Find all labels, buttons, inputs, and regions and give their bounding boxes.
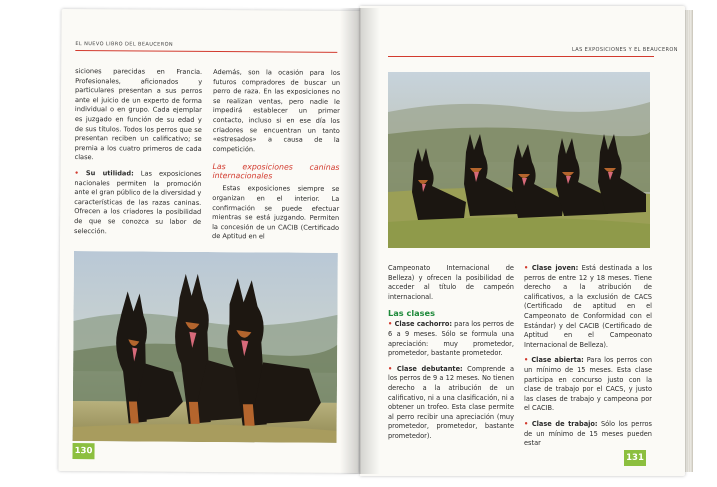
term-text: para los perros de 6 a 9 meses. Sólo se formula una apreciación: muy prometedor, prometedor, bastante prometedor. [388, 320, 514, 358]
left-running-head: EL NUEVO LIBRO DEL BEAUCERON [75, 41, 174, 48]
section-heading-international: Las exposiciones caninas internacionales [212, 162, 340, 181]
photo-five-beaucerons [388, 72, 650, 248]
right-header-rule [388, 56, 654, 57]
left-col1-paragraph: siciones parecidas en Francia. Profesionales, aficionados y particulares presentan a sus perros ante el juicio de un experto de forma individual o en grupo. Cada ejemplar es juzgado en función de su edad y de sus títulos. Todos los perros que se presentan reciben un calificativo; se premia a los cuatro primeros de cada clase. [74, 67, 203, 162]
right-running-head: LAS EXPOSICIONES Y EL BEAUCERON [572, 47, 678, 53]
class-item [524, 356, 652, 414]
left-col2-paragraph-2: Estas exposiciones siempre se organizan en el interior. La confirmación se puede efectuar mientras se está juzgando. Permiten la concesión de un CACIB (Certificado de Aptitud en el [212, 184, 340, 241]
right-col1-paragraph: Campeonato Internacional de Belleza) y ofrecen la posibilidad de acceder al título de campeón internacional. [388, 264, 514, 301]
three-dogs-illustration [73, 251, 338, 443]
term-text: Sólo los perros de un mínimo de 15 meses pueden estar [524, 419, 652, 448]
class-item [524, 420, 652, 449]
right-page [360, 6, 685, 476]
left-column-1 [74, 67, 202, 237]
bullet-marker: • [388, 320, 395, 329]
term-label: Clase cachorro: [394, 320, 453, 329]
photo-three-beaucerons [73, 251, 338, 443]
term-label: Clase abierta: [531, 356, 584, 365]
term-text: Las exposiciones nacionales permiten la promoción ante el gran público de la diversidad y características de las razas caninas. Ofrecen a los criadores la posibilidad de que se conozca su labor de selección. [74, 169, 202, 235]
page-number-right: 131 [624, 450, 646, 466]
right-column-2 [524, 264, 652, 449]
term-text: Para los perros con un mínimo de 15 meses. Esta clase participa en concurso justo con la clase de trabajo por el CACS, y justo las clases de trabajo y campeona por el CACIB. [524, 356, 652, 413]
bullet-marker: • [388, 364, 397, 373]
bullet-marker: • [524, 264, 532, 272]
bullet-marker: • [524, 356, 532, 365]
left-header-rule [75, 50, 337, 53]
bullet-marker: • [74, 168, 86, 178]
left-column-2 [212, 68, 340, 243]
left-col2-paragraph: Además, son la ocasión para los futuros compradores de buscar un perro de raza. En las exposiciones no se realizan ventas, pero nadie le impedirá establecer un primer contacto, incluso si en ese día los criadores se encuentran un tanto «estresados» a causa de la competición. [212, 68, 341, 154]
bullet-marker: • [524, 419, 532, 428]
page-number-left: 130 [72, 443, 94, 459]
section-heading-classes: Las clases [388, 308, 435, 319]
class-item [388, 320, 514, 358]
left-page [58, 9, 361, 473]
term-label: Clase joven: [531, 264, 579, 272]
term-label: Clase debutante: [396, 364, 463, 373]
class-item [388, 365, 514, 442]
term-label: Su utilidad: [85, 169, 134, 178]
term-text: Está destinada a los perros de entre 12 y 18 meses. Tiene derecho a la atribución de calificativos, a la exclusión de CACS (Certificado de aptitud en el Campeonato de Conformidad con el Estándar) y del CACIB (Certificado de Aptitud en el Campeonato Internacional de Belleza). [524, 264, 653, 349]
left-col1-bullet-paragraph [74, 169, 201, 237]
term-text: Comprende a los perros de 9 a 12 meses. No tienen derecho a la atribución de un calificativo, ni a una clasificación, ni a obtener un trofeo. Esta clase permite al perro recibir una apreciación (muy prometedor, prometedor, bastante prometedor). [388, 364, 514, 440]
class-item [524, 264, 652, 350]
five-dogs-illustration [388, 72, 650, 248]
right-column-1 [388, 264, 514, 442]
term-label: Clase de trabajo: [531, 419, 598, 428]
